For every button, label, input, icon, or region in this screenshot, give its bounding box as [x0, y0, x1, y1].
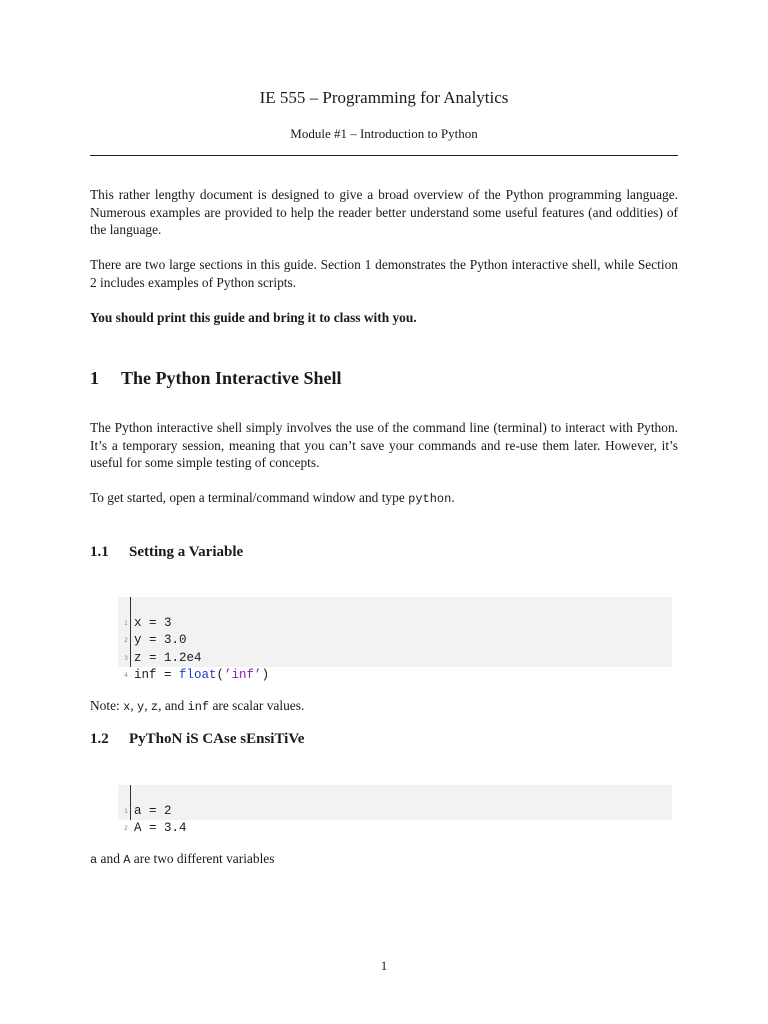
- note-text: ,: [144, 698, 151, 713]
- code-text: [134, 667, 269, 685]
- note-text: and: [97, 851, 124, 866]
- line-number: 1: [124, 807, 128, 815]
- code-gutter-bar: [130, 650, 131, 668]
- string-literal: ’inf’: [224, 668, 262, 682]
- inline-code: A: [123, 853, 131, 867]
- note-text: , and: [158, 698, 188, 713]
- subsection-number: 1.1: [90, 544, 109, 560]
- paragraph-text: .: [451, 490, 455, 505]
- code-line: [118, 597, 672, 630]
- section-1-heading: [90, 368, 342, 389]
- page-number: 1: [380, 958, 388, 973]
- builtin-float: float: [179, 668, 217, 682]
- code-text: z = 1.2e4: [134, 650, 202, 665]
- code-text: A = 3.4: [134, 821, 187, 835]
- line-number: 3: [124, 654, 128, 662]
- intro-print-note: You should print this guide and bring it to class with you.: [90, 310, 417, 325]
- document-subtitle: Module #1 – Introduction to Python: [290, 126, 478, 141]
- inline-code: inf: [187, 700, 210, 714]
- note-text: are two different variables: [130, 851, 275, 866]
- code-gutter-bar: [130, 615, 131, 633]
- code-token: (: [216, 668, 225, 682]
- inline-code: z: [150, 700, 159, 714]
- code-token: inf =: [134, 668, 180, 682]
- case-note: [90, 850, 678, 870]
- code-text: y = 3.0: [134, 633, 187, 647]
- section-1-1-heading: [90, 544, 243, 561]
- scalar-note: [90, 697, 678, 717]
- code-line: [118, 785, 672, 818]
- section-1-2-heading: [90, 731, 304, 748]
- line-number: 2: [124, 825, 128, 832]
- title-rule: [90, 155, 678, 156]
- subsection-number: 1.2: [90, 731, 109, 747]
- inline-code: y: [137, 700, 145, 714]
- intro-paragraph-2: There are two large sections in this guide. Section 1 demonstrates the Python interactive shell, while Section 2 includes examples of Python scripts.: [90, 257, 678, 290]
- line-number: 4: [124, 672, 128, 679]
- line-number: 1: [124, 619, 128, 627]
- inline-code: a: [90, 853, 98, 867]
- code-text: a = 2: [134, 803, 172, 818]
- code-block-variables: [118, 597, 672, 682]
- code-gutter-bar: [130, 597, 131, 615]
- intro-paragraph-1: This rather lengthy document is designed to give a broad overview of the Python programming language. Numerous examples are provided to help the reader better understand some useful features (and oddities) of the language.: [90, 187, 678, 237]
- section-1-paragraph-1: The Python interactive shell simply involves the use of the command line (terminal) to interact with Python. It’s a temporary session, meaning that you can’t save your commands and re-use them later. However, it’s useful for some simple testing of concepts.: [90, 420, 678, 470]
- code-token: ): [261, 668, 270, 682]
- inline-code: x: [123, 700, 131, 714]
- code-gutter-bar: [130, 803, 131, 821]
- code-line: [118, 803, 672, 835]
- code-block-case: [118, 785, 672, 835]
- code-text: x = 3: [134, 615, 172, 630]
- line-number: 2: [124, 637, 128, 644]
- section-1-paragraph-2: [90, 489, 678, 509]
- paragraph-text: To get started, open a terminal/command window and type: [90, 490, 409, 505]
- code-gutter-bar: [130, 632, 131, 650]
- inline-code-python: python: [408, 492, 452, 506]
- note-text: ,: [130, 698, 138, 713]
- note-text: are scalar values.: [209, 698, 305, 713]
- code-line: [118, 615, 672, 647]
- subsection-title: PyThoN iS CAse sEnsiTiVe: [129, 731, 305, 747]
- code-line: [118, 632, 672, 665]
- document-title: IE 555 – Programming for Analytics: [259, 88, 509, 107]
- note-text: Note:: [90, 698, 124, 713]
- code-line: [118, 650, 672, 682]
- section-title: The Python Interactive Shell: [121, 368, 342, 388]
- subsection-title: Setting a Variable: [129, 544, 244, 560]
- section-number: 1: [90, 368, 99, 388]
- code-gutter-bar: [130, 785, 131, 803]
